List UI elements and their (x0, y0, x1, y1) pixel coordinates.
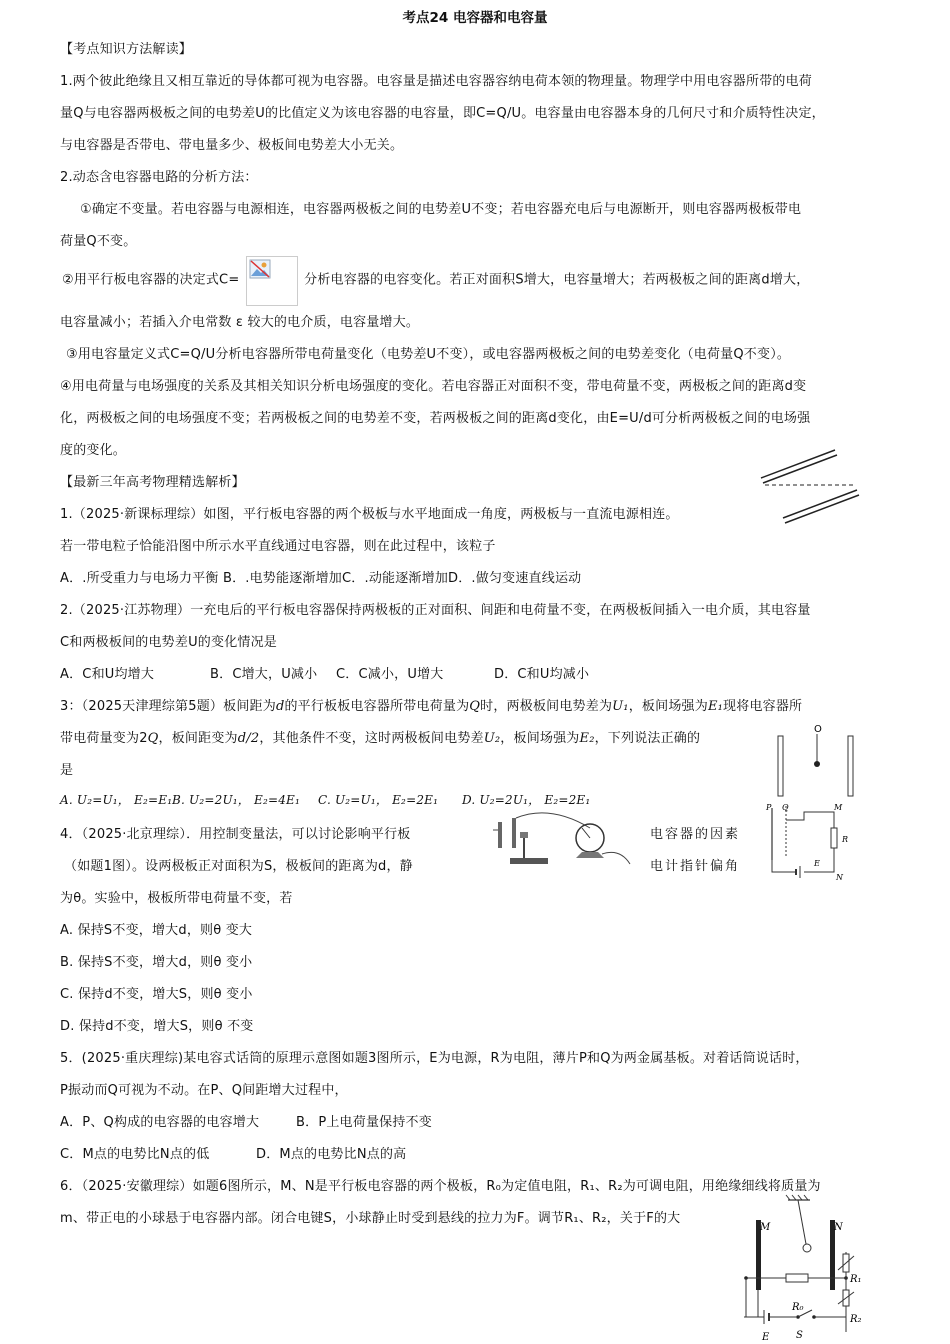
q1-figure-tilted-plates (755, 442, 865, 527)
paragraph-1-line-3: 与电容器是否带电、带电量多少、极板间电势差大小无关。 (60, 138, 404, 153)
q6-label-S: S (796, 1330, 803, 1341)
question-5-options-row-2 (60, 1143, 406, 1162)
q3-var-E2: E₂ (579, 731, 595, 746)
q3-var-Q2: Q (147, 731, 159, 746)
question-4-line-2a: （如题1图）。设两极板正对面积为S，极板间的距离为d，静 (64, 859, 413, 874)
q4-electrometer-base (576, 852, 604, 858)
q3-text-2b: ，板间距变为 (158, 731, 238, 746)
q5-label-E: E (814, 859, 820, 868)
q3-text-2c: ，其他条件不变，这时两极板间电势差 (259, 731, 484, 746)
q1-lower-plate-edge-b (785, 495, 859, 523)
question-4-line-1b: 电容器的因素 (650, 827, 741, 842)
q3-figure-pendulum-plates (770, 720, 860, 800)
q3-var-E1: E₁ (707, 699, 724, 714)
question-4-option-a: A. 保持S不变，增大d，则θ 变大 (60, 923, 253, 938)
question-2-line-1: 2.（2025·江苏物理）一充电后的平行板电容器保持两极板的正对面积、间距和电荷量不变，在两极板间插入一电介质，其电容量 (60, 603, 811, 618)
q4-connecting-wire (516, 813, 590, 828)
q3-var-Q: Q (469, 699, 481, 714)
question-5-option-d: D．M点的电势比N点的高 (256, 1147, 407, 1162)
q5-label-N: N (836, 873, 843, 880)
paragraph-2b-suffix: 分析电容器的电容变化。若正对面积S增大，电容量增大；若两极板之间的距离d增大， (304, 272, 810, 288)
paragraph-2d-line-2: 化，两极板之间的电场强度不变；若两极板之间的电势差不变，若两极板之间的距离d变化，由E=U/d可分析两极板之间的电场强 (60, 411, 811, 426)
q4-ground-wire (602, 852, 630, 864)
q3-text-2a: 带电荷量变为2 (60, 731, 148, 746)
q4-plate-a (498, 822, 502, 848)
q3-ball (814, 761, 820, 767)
q3-var-d2: d/2 (237, 731, 260, 746)
q5-resistor-R (831, 828, 837, 848)
q3-left-plate (778, 736, 783, 796)
q3-pivot-label: O (814, 724, 822, 735)
q6-label-R0: R₀ (792, 1302, 804, 1313)
paragraph-1-line-2: 量Q与电容器两极板之间的电势差U的比值定义为该电容器的电容量，即C=Q/U。电容量由电容器本身的几何尺寸和介质特性决定， (60, 106, 825, 121)
question-3-option-d: D. U₂=2U₁， E₂=2E₁ (462, 793, 591, 807)
paragraph-2: 2.动态含电容器电路的分析方法： (60, 170, 258, 185)
section-heading-exam: 【最新三年高考物理精选解析】 (60, 475, 245, 490)
question-3-option-b: B. U₂=2U₁， E₂=4E₁ (172, 793, 301, 807)
question-5-option-a: A．P、Q构成的电容器的电容增大 (60, 1115, 260, 1130)
question-2-option-b: B．C增大，U减小 (210, 667, 318, 682)
question-6-line-2: m、带正电的小球悬于电容器内部。闭合电键S，小球静止时受到悬线的拉力为F。调节R₁、R₂，关于F的大 (60, 1211, 681, 1226)
question-3-option-a: A. U₂=U₁， E₂=E₁ (60, 793, 173, 807)
question-3-line-2 (60, 727, 700, 746)
question-1-line-2: 若一带电粒子恰能沿图中所示水平直线通过电容器，则在此过程中，该粒子 (60, 539, 496, 554)
paragraph-2c: ③用电容量定义式C=Q/U分析电容器所带电荷量变化（电势差U不变），或电容器两极板之间的电势差变化（电荷量Q不变）。 (66, 347, 791, 362)
question-4-line-3: 为θ。实验中，极板所带电荷量不变，若 (60, 891, 293, 906)
question-1-options: A．.所受重力与电场力平衡 B．.电势能逐渐增加C．.动能逐渐增加D．.做匀变速直线运动 (60, 571, 582, 586)
question-5-line-2: P振动而Q可视为不动。在P、Q间距增大过程中， (60, 1083, 348, 1098)
paragraph-2b-prefix: ②用平行板电容器的决定式C= (62, 272, 240, 288)
q4-stand-base (510, 858, 548, 864)
question-5-options-row-1 (60, 1111, 432, 1130)
page-title: 考点24 电容器和电容量 (402, 10, 548, 26)
q1-upper-plate-edge-a (761, 450, 835, 478)
question-3-line-3: 是 (60, 763, 74, 778)
q5-wire-top (786, 812, 834, 828)
q6-resistor-R0 (786, 1274, 808, 1282)
q4-figure-electroscope (490, 808, 635, 870)
q5-label-Q: Q (782, 803, 789, 812)
q3-text-1c: 时，两极板间电势差为 (480, 699, 613, 714)
paragraph-2a-line-1: ①确定不变量。若电容器与电源相连，电容器两极板之间的电势差U不变；若电容器充电后与电源断开，则电容器两极板带电 (80, 202, 802, 217)
q6-ball (803, 1244, 811, 1252)
q5-label-P: P (766, 803, 772, 812)
question-2-line-2: C和两极板间的电势差U的变化情况是 (60, 635, 277, 650)
paragraph-2d-line-1: ④用电荷量与电场强度的关系及其相关知识分析电场强度的变化。若电容器正对面积不变，带电荷量不变，两极板之间的距离d变 (60, 379, 807, 394)
question-6-line-1: 6．（2025·安徽理综）如题6图所示，M、N是平行板电容器的两个极板，R₀为定值电阻，R₁、R₂为可调电阻，用绝缘细线将质量为 (60, 1179, 821, 1194)
question-5-option-b: B．P上电荷量保持不变 (296, 1115, 432, 1130)
paragraph-2d-line-3: 度的变化。 (60, 443, 127, 458)
q5-label-M: M (834, 803, 843, 812)
q1-lower-plate-edge-a (783, 490, 857, 518)
q6-label-E: E (762, 1332, 770, 1342)
q3-right-plate (848, 736, 853, 796)
question-2-option-d: D．C和U均减小 (494, 667, 590, 682)
q6-string (798, 1200, 806, 1244)
q3-text-1b: 的平行板板电容器所带电荷量为 (284, 699, 470, 714)
question-2-option-a: A．C和U均增大 (60, 667, 155, 682)
q3-text-1a: 3：（2025天津理综第5题）板间距为 (60, 699, 276, 714)
q5-wire-left (772, 860, 796, 872)
paragraph-2b-line-1 (62, 262, 809, 298)
q6-figure-capacitor-circuit (740, 1192, 870, 1342)
q1-upper-plate-edge-b (763, 455, 837, 483)
paragraph-2b-line-2: 电容量减小；若插入介电常数 ε 较大的电介质，电容量增大。 (60, 315, 420, 330)
question-4-option-d: D. 保持d不变，增大S，则θ 不变 (60, 1019, 254, 1034)
q3-text-1e: 现将电容器所 (723, 699, 803, 714)
question-4-line-2b: 电计指针偏角 (650, 859, 741, 874)
paragraph-2a-line-2: 荷量Q不变。 (60, 234, 137, 249)
question-4-option-c: C. 保持d不变，增大S，则θ 变小 (60, 987, 253, 1002)
paragraph-1-line-1: 1.两个彼此绝缘且又相互靠近的导体都可视为电容器。电容量是描述电容器容纳电荷本领的物理量。物理学中用电容器所带的电荷 (60, 74, 813, 89)
q3-text-2e: ，下列说法正确的 (594, 731, 701, 746)
q5-figure-microphone-circuit (764, 800, 854, 880)
question-4-line-1a: 4．（2025·北京理综）．用控制变量法，可以讨论影响平行板 (60, 827, 411, 842)
question-2-options (60, 663, 589, 682)
q3-var-U1: U₁ (612, 699, 629, 714)
q6-label-N: N (834, 1222, 843, 1233)
question-3-options (60, 791, 590, 808)
q4-clamp (520, 832, 528, 838)
q4-plate-b (512, 818, 516, 848)
question-1-line-1: 1.（2025·新课标理综）如图，平行板电容器的两个极板与水平地面成一角度，两极板与一直流电源相连。 (60, 507, 679, 522)
formula-image (246, 256, 298, 306)
question-5-option-c: C．M点的电势比N点的低 (60, 1147, 210, 1162)
q3-text-1d: ，板间场强为 (628, 699, 708, 714)
q6-label-R2: R₂ (850, 1314, 862, 1325)
question-3-line-1 (60, 695, 802, 714)
q3-var-U2: U₂ (483, 731, 501, 746)
q6-label-M: M (760, 1222, 771, 1233)
question-4-option-b: B. 保持S不变，增大d，则θ 变小 (60, 955, 253, 970)
q6-label-R1: R₁ (850, 1274, 862, 1285)
q4-needle (582, 828, 590, 838)
broken-image-icon (249, 259, 271, 279)
q6-ceiling-hatch (786, 1195, 808, 1200)
question-3-option-c: C. U₂=U₁， E₂=2E₁ (318, 793, 439, 807)
q3-text-2d: ，板间场强为 (500, 731, 580, 746)
section-heading-knowledge: 【考点知识方法解读】 (60, 42, 193, 57)
question-2-option-c: C．C减小，U增大 (336, 667, 444, 682)
q3-var-d: d (275, 699, 285, 714)
question-5-line-1: 5．(2025·重庆理综)某电容式话筒的原理示意图如题3图所示，E为电源，R为电阻，薄片P和Q为两金属基板。对着话筒说话时， (60, 1051, 809, 1066)
q5-label-R: R (842, 835, 849, 844)
